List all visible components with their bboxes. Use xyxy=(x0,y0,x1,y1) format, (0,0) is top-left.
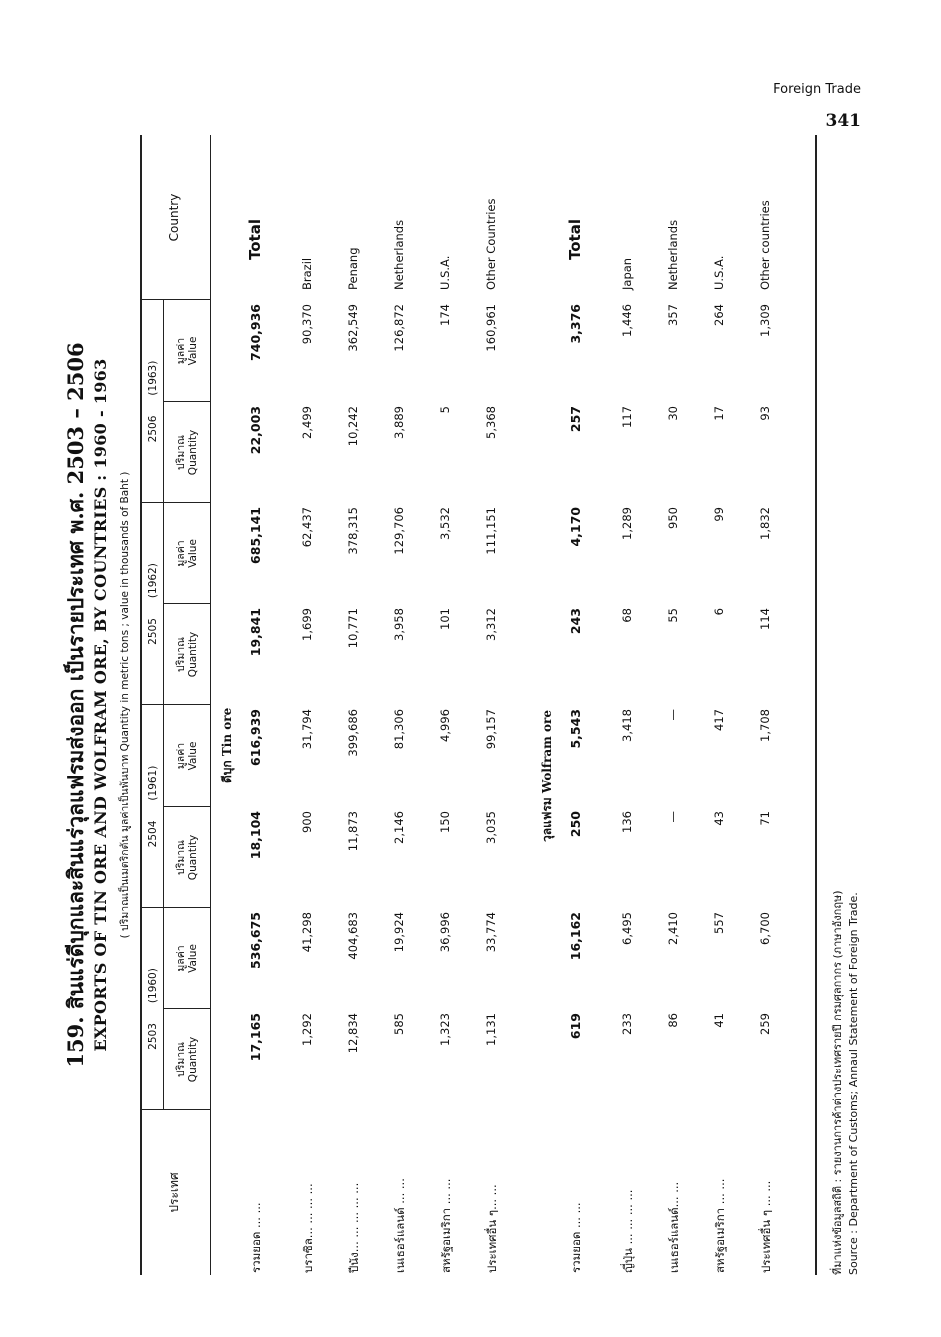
quantity-cell: 86 xyxy=(666,1013,680,1028)
row-label-thai: เนเธอร์แลนด์... ... xyxy=(667,1181,681,1273)
source-thai: ที่มาแห่งข้อมูลสถิติ : รายงานการค้าต่างประเทศรายปี กรมศุลกากร (ภาษาอังกฤษ) xyxy=(831,890,844,1275)
quantity-cell: 250 xyxy=(568,811,583,838)
value-cell: — xyxy=(666,709,680,721)
value-cell: 616,939 xyxy=(248,709,263,766)
row-label-thai: บราซิล... ... ... ... xyxy=(301,1183,315,1273)
value-cell: 62,437 xyxy=(300,507,314,548)
quantity-cell: 11,873 xyxy=(346,811,360,852)
table-title-english: EXPORTS OF TIN ORE AND WOLFRAM ORE, BY COUNTRIES : 1960 - 1963 xyxy=(91,358,110,1052)
value-cell: 3,418 xyxy=(620,709,634,742)
quantity-cell: 22,003 xyxy=(248,406,263,455)
quantity-cell: 93 xyxy=(758,406,772,421)
unit-note: ( ปริมาณเป็นเมตริกตัน มูลค่าเป็นพันบาท Quantity in metric tons ; value in thousands of Baht ) xyxy=(119,471,131,939)
value-cell: 33,774 xyxy=(484,912,498,953)
row-label-english: Other countries xyxy=(758,200,772,290)
value-cell: 16,162 xyxy=(568,912,583,961)
subheader-value: มูลค่า Value xyxy=(175,741,199,771)
header-country-english: Country xyxy=(167,193,181,242)
value-cell: 174 xyxy=(438,304,452,326)
value-cell: 126,872 xyxy=(392,304,406,352)
quantity-cell: 43 xyxy=(712,811,726,826)
value-cell: 3,376 xyxy=(568,304,583,344)
header-country-thai: ประเทศ xyxy=(167,1172,181,1213)
quantity-cell: 243 xyxy=(568,608,583,635)
quantity-cell: 5,368 xyxy=(484,406,498,439)
quantity-cell: 10,242 xyxy=(346,406,360,447)
value-cell: 685,141 xyxy=(248,507,263,564)
quantity-cell: 3,889 xyxy=(392,406,406,439)
quantity-cell: — xyxy=(666,811,680,823)
row-label-thai: รวมยอด ... ... xyxy=(569,1202,583,1273)
table-bottom-rule xyxy=(815,135,817,1275)
subheader-value: มูลค่า Value xyxy=(175,539,199,568)
row-label-english: Penang xyxy=(346,247,360,290)
year-2506: 2506 (1963) xyxy=(147,360,159,443)
table-top-rule xyxy=(140,135,142,1275)
value-cell: 1,708 xyxy=(758,709,772,742)
quantity-cell: 12,834 xyxy=(346,1013,360,1054)
quantity-cell: 68 xyxy=(620,608,634,623)
quantity-cell: 117 xyxy=(620,406,634,428)
row-label-english: Total xyxy=(246,219,264,260)
quantity-cell: 71 xyxy=(758,811,772,826)
value-cell: 557 xyxy=(712,912,726,934)
row-label-thai: รวมยอด ... ... xyxy=(249,1202,263,1273)
value-cell: 31,794 xyxy=(300,709,314,750)
value-cell: 362,549 xyxy=(346,304,360,352)
source-english: Source : Department of Customs; Annaul Statement of Foreign Trade. xyxy=(847,892,860,1275)
value-cell: 404,683 xyxy=(346,912,360,960)
year-2503: 2503 (1960) xyxy=(147,968,159,1050)
value-cell: 417 xyxy=(712,709,726,731)
quantity-cell: 5 xyxy=(438,406,452,414)
subheader-quantity: ปริมาณ Quantity xyxy=(175,631,199,678)
table-title-thai: 159. สินแร่ดีบุกและสินแร่วุลแฟรมส่งออก เป็นรายประเทศ พ.ศ. 2503 – 2506 xyxy=(63,342,88,1068)
value-cell: 36,996 xyxy=(438,912,452,953)
quantity-cell: 18,104 xyxy=(248,811,263,860)
value-cell: 1,832 xyxy=(758,507,772,540)
row-label-english: U.S.A. xyxy=(712,255,726,290)
quantity-cell: 19,841 xyxy=(248,608,263,657)
value-cell: 99 xyxy=(712,507,726,522)
quantity-cell: 257 xyxy=(568,406,583,433)
row-label-thai: ปีนัง... ... ... ... ... xyxy=(347,1182,361,1273)
page-section-title: Foreign Trade xyxy=(773,82,861,97)
quantity-cell: 2,499 xyxy=(300,406,314,439)
quantity-cell: 1,131 xyxy=(484,1013,498,1046)
year-2504: 2504 (1961) xyxy=(147,765,159,848)
quantity-cell: 150 xyxy=(438,811,452,833)
row-label-english: U.S.A. xyxy=(438,255,452,290)
row-label-english: Total xyxy=(566,219,584,260)
value-cell: 129,706 xyxy=(392,507,406,555)
quantity-cell: 3,035 xyxy=(484,811,498,844)
quantity-cell: 259 xyxy=(758,1013,772,1035)
value-cell: 19,924 xyxy=(392,912,406,953)
value-cell: 950 xyxy=(666,507,680,529)
value-cell: 111,151 xyxy=(484,507,498,555)
row-label-english: Brazil xyxy=(300,257,314,290)
row-label-thai: ญี่ปุ่น ... ... ... ... xyxy=(621,1189,635,1273)
subheader-quantity: ปริมาณ Quantity xyxy=(175,1036,199,1083)
row-label-english: Netherlands xyxy=(392,219,406,290)
quantity-cell: 136 xyxy=(620,811,634,833)
row-label-english: Other Countries xyxy=(484,198,498,290)
quantity-cell: 1,323 xyxy=(438,1013,452,1046)
row-label-thai: สหรัฐอเมริกา ... ... xyxy=(713,1178,727,1273)
table-header-rule xyxy=(210,135,211,1275)
row-label-thai: สหรัฐอเมริกา ... ... xyxy=(439,1178,453,1273)
value-cell: 6,700 xyxy=(758,912,772,945)
quantity-cell: 1,292 xyxy=(300,1013,314,1046)
subheader-quantity: ปริมาณ Quantity xyxy=(175,429,199,476)
row-label-thai: ประเทศอื่น ๆ... ... xyxy=(485,1184,499,1273)
value-cell: 1,446 xyxy=(620,304,634,337)
value-cell: 4,996 xyxy=(438,709,452,742)
subheader-value: มูลค่า Value xyxy=(175,944,199,973)
value-cell: 6,495 xyxy=(620,912,634,945)
year-2505: 2505 (1962) xyxy=(147,563,159,645)
value-cell: 160,961 xyxy=(484,304,498,352)
value-cell: 357 xyxy=(666,304,680,326)
value-cell: 4,170 xyxy=(568,507,583,547)
row-label-english: Japan xyxy=(620,257,634,290)
subheader-quantity: ปริมาณ Quantity xyxy=(175,834,199,881)
value-cell: 536,675 xyxy=(248,912,263,969)
value-cell: 1,289 xyxy=(620,507,634,540)
row-label-thai: เนเธอร์แลนด์ ... ... xyxy=(393,1178,407,1273)
value-cell: 90,370 xyxy=(300,304,314,345)
value-cell: 81,306 xyxy=(392,709,406,750)
quantity-cell: 619 xyxy=(568,1013,583,1040)
value-cell: 99,157 xyxy=(484,709,498,750)
quantity-cell: 17 xyxy=(712,406,726,421)
value-cell: 2,410 xyxy=(666,912,680,945)
quantity-cell: 585 xyxy=(392,1013,406,1035)
quantity-cell: 3,958 xyxy=(392,608,406,641)
value-cell: 264 xyxy=(712,304,726,326)
value-cell: 399,686 xyxy=(346,709,360,757)
section-label-tin-ore: ดีบุก Tin ore xyxy=(220,707,234,783)
quantity-cell: 2,146 xyxy=(392,811,406,844)
row-label-thai: ประเทศอื่น ๆ ... ... xyxy=(759,1180,773,1273)
quantity-cell: 55 xyxy=(666,608,680,623)
value-cell: 41,298 xyxy=(300,912,314,953)
value-cell: 378,315 xyxy=(346,507,360,555)
value-cell: 5,543 xyxy=(568,709,583,749)
quantity-cell: 114 xyxy=(758,608,772,630)
row-label-english: Netherlands xyxy=(666,219,680,290)
quantity-cell: 1,699 xyxy=(300,608,314,641)
quantity-cell: 233 xyxy=(620,1013,634,1035)
value-cell: 740,936 xyxy=(248,304,263,361)
value-cell: 1,309 xyxy=(758,304,772,337)
rotated-table-page xyxy=(60,135,865,1275)
quantity-cell: 6 xyxy=(712,608,726,616)
quantity-cell: 17,165 xyxy=(248,1013,263,1062)
quantity-cell: 10,771 xyxy=(346,608,360,649)
page-number: 341 xyxy=(825,111,861,131)
section-label-wolfram-ore: วุลแฟรม Wolfram ore xyxy=(540,709,554,842)
value-cell: 3,532 xyxy=(438,507,452,540)
quantity-cell: 3,312 xyxy=(484,608,498,641)
quantity-cell: 41 xyxy=(712,1013,726,1028)
quantity-cell: 900 xyxy=(300,811,314,833)
subheader-value: มูลค่า Value xyxy=(175,336,199,366)
quantity-cell: 101 xyxy=(438,608,452,630)
quantity-cell: 30 xyxy=(666,406,680,421)
year-divider xyxy=(163,300,164,1110)
